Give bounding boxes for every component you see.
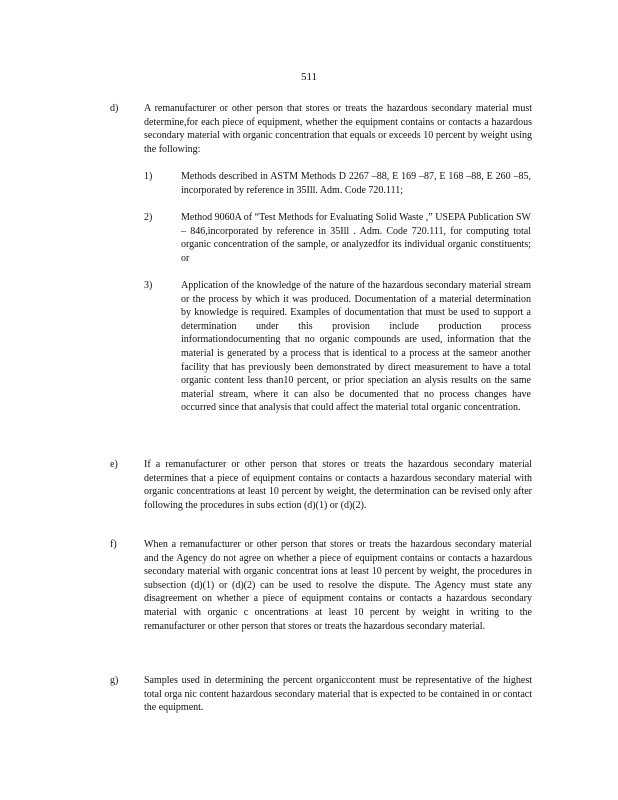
section-d1-label: 1)	[144, 171, 153, 182]
section-d2-label: 2)	[144, 212, 153, 223]
section-d1-text: Methods described in ASTM Methods D 2267 –88, E 169 –87, E 168 –88, E 260 –85, incorporated by reference in 35Ill. Adm. Code 720.111;	[181, 171, 531, 196]
section-f-label: f)	[110, 539, 117, 550]
section-g-label: g)	[110, 675, 119, 686]
section-d3-text: Application of the knowledge of the nature of the hazardous secondary material stream or the process by which it was produced. Documentation of a material determination by knowledge is required. Examples of documentation that must be used to support a determination under this provision include production process informationdocumenting that no organic compounds are used, information that the material is generated by a process that is identical to a process at the sameor another facility that has previously been demonstrated by direct measurement to have a total organic content less than10 percent, or prior speciation an alysis results on the same material stream, where it can also be documented that no process changes have occurred since that analysis that could affect the material total organic concentration.	[181, 280, 531, 414]
section-e-label: e)	[110, 459, 118, 470]
section-d-label: d)	[110, 103, 119, 114]
section-e-text: If a remanufacturer or other person that stores or treats the hazardous secondary material determines that a piece of equipment contains or contacts a hazardous secondary material with organic concentrations at least 10 percent by weight, the determination can be revised only after following the procedures in subs ection (d)(1) or (d)(2).	[144, 459, 532, 511]
section-f-text: When a remanufacturer or other person that stores or treats the hazardous secondary material and the Agency do not agree on whether a piece of equipment contains or contacts a hazardous secondary material with organic concentrat ions at least 10 percent by weight, the procedures in subsection (d)(1) or (d)(2) can be used to resolve the dispute. The Agency must state any disagreement on whether a piece of equipment contains or contacts a hazardous secondary material with organic c oncentrations at least 10 percent by weight in writing to the remanufacturer or other person that stores or treats the hazardous secondary material.	[144, 539, 532, 632]
section-d3-label: 3)	[144, 280, 153, 291]
section-d-text: A remanufacturer or other person that stores or treats the hazardous secondary material must determine,for each piece of equipment, whether the equipment contains or contacts a hazardous secondary material with organic concentration that equals or exceeds 10 percent by weight using the following:	[144, 103, 532, 155]
section-d2-text: Method 9060A of “Test Methods for Evaluating Solid Waste ,” USEPA Publication SW – 846,incorporated by reference in 35Ill . Adm. Code 720.111, for computing total organic concentration of the sample, or analyzedfor its individual organic constituents; or	[181, 212, 531, 264]
page-number: 511	[300, 71, 318, 83]
section-g-text: Samples used in determining the percent organiccontent must be representative of the highest total orga nic content hazardous secondary material that is expected to be contained in or contact the equipment.	[144, 675, 532, 714]
